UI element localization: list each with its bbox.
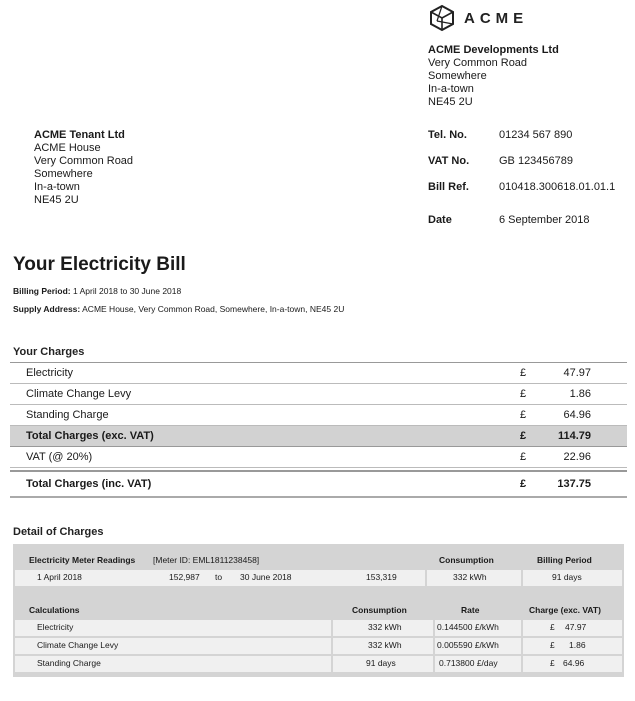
reading-end-value: 153,319 bbox=[366, 572, 397, 582]
vat-charge-amount: 22.96 bbox=[563, 451, 591, 463]
currency-symbol: £ bbox=[520, 409, 527, 421]
your-charges-heading: Your Charges bbox=[13, 346, 85, 358]
charge-row bbox=[10, 384, 627, 405]
calc-consumption: 332 kWh bbox=[368, 640, 402, 650]
supplier-line: Very Common Road bbox=[428, 57, 528, 69]
logo-text: ACME bbox=[464, 9, 529, 27]
supplier-line: NE45 2U bbox=[428, 96, 473, 108]
readings-consumption-header: Consumption bbox=[439, 555, 494, 565]
reading-end-date: 30 June 2018 bbox=[240, 572, 292, 582]
calc-rate: 0.713800 £/day bbox=[439, 658, 498, 668]
tenant-name: ACME Tenant Ltd bbox=[34, 129, 125, 141]
supply-address-value: ACME House, Very Common Road, Somewhere, In-a-town, NE45 2U bbox=[82, 304, 345, 314]
total-exc-vat-label: Total Charges (exc. VAT) bbox=[26, 430, 154, 442]
supplier-line: Somewhere bbox=[428, 70, 487, 82]
currency-symbol: £ bbox=[520, 478, 527, 490]
tenant-line: ACME House bbox=[34, 142, 101, 154]
tenant-line: NE45 2U bbox=[34, 194, 79, 206]
supplier-address bbox=[428, 44, 559, 109]
bill-ref-label: Bill Ref. bbox=[428, 181, 469, 193]
charge-row bbox=[10, 362, 627, 384]
date-value: 6 September 2018 bbox=[499, 214, 590, 226]
date-row bbox=[428, 214, 590, 226]
vat-label: VAT No. bbox=[428, 155, 470, 167]
total-exc-vat-amount: 114.79 bbox=[557, 430, 591, 442]
calc-row bbox=[13, 620, 624, 638]
supply-address-label: Supply Address: bbox=[13, 304, 81, 314]
detail-table bbox=[13, 544, 624, 677]
calc-consumption: 91 days bbox=[366, 658, 396, 668]
readings-title: Electricity Meter Readings bbox=[29, 555, 136, 565]
date-label: Date bbox=[428, 214, 452, 226]
bill-ref-value: 010418.300618.01.01.1 bbox=[499, 181, 616, 193]
billing-period bbox=[13, 286, 181, 296]
tenant-line: Somewhere bbox=[34, 168, 93, 180]
detail-heading: Detail of Charges bbox=[13, 526, 104, 538]
charge-label: Climate Change Levy bbox=[26, 388, 132, 400]
calc-row bbox=[13, 638, 624, 656]
charge-amount: 47.97 bbox=[563, 367, 591, 379]
page-title: Your Electricity Bill bbox=[13, 254, 186, 275]
readings-period-header: Billing Period bbox=[537, 555, 592, 565]
total-inc-vat-row bbox=[10, 470, 627, 498]
calc-charge: 1.86 bbox=[569, 640, 586, 650]
meter-id: [Meter ID: EML1811238458] bbox=[153, 555, 260, 565]
calc-label: Climate Change Levy bbox=[37, 640, 119, 650]
tel-row bbox=[428, 129, 572, 141]
calc-row bbox=[13, 656, 624, 674]
charge-label: Standing Charge bbox=[26, 409, 109, 421]
reading-row bbox=[13, 570, 624, 588]
total-inc-vat-amount: 137.75 bbox=[557, 478, 591, 490]
calc-currency: £ bbox=[550, 622, 555, 632]
charge-row bbox=[10, 405, 627, 426]
cube-icon bbox=[428, 4, 456, 32]
currency-symbol: £ bbox=[520, 367, 527, 379]
tenant-line: In-a-town bbox=[34, 181, 80, 193]
reading-to: to bbox=[215, 572, 223, 582]
calc-currency: £ bbox=[550, 658, 555, 668]
vat-charge-row bbox=[10, 447, 627, 468]
calc-consumption: 332 kWh bbox=[368, 622, 402, 632]
vat-row bbox=[428, 155, 573, 167]
calc-currency: £ bbox=[550, 640, 555, 650]
tenant-address bbox=[34, 129, 133, 207]
tenant-line: Very Common Road bbox=[34, 155, 134, 167]
billing-period-label: Billing Period: bbox=[13, 286, 71, 296]
reading-consumption: 332 kWh bbox=[453, 572, 487, 582]
currency-symbol: £ bbox=[520, 451, 527, 463]
supplier-name: ACME Developments Ltd bbox=[428, 44, 559, 56]
calc-header bbox=[13, 596, 624, 616]
charge-label: Electricity bbox=[26, 367, 74, 379]
reading-period: 91 days bbox=[552, 572, 582, 582]
calc-rate-header: Rate bbox=[461, 605, 480, 615]
bill-ref-row bbox=[428, 181, 615, 193]
vat-charge-label: VAT (@ 20%) bbox=[26, 451, 93, 463]
calc-label: Electricity bbox=[37, 622, 74, 632]
total-inc-vat-label: Total Charges (inc. VAT) bbox=[26, 478, 152, 490]
tel-value: 01234 567 890 bbox=[499, 129, 573, 141]
calc-charge-header: Charge (exc. VAT) bbox=[529, 605, 601, 615]
reading-start-value: 152,987 bbox=[169, 572, 200, 582]
calc-charge: 47.97 bbox=[565, 622, 587, 632]
supply-address bbox=[13, 304, 344, 314]
tel-label: Tel. No. bbox=[428, 129, 467, 141]
supplier-line: In-a-town bbox=[428, 83, 474, 95]
calc-charge: 64.96 bbox=[563, 658, 585, 668]
readings-header bbox=[13, 546, 624, 566]
calc-rate: 0.005590 £/kWh bbox=[437, 640, 499, 650]
currency-symbol: £ bbox=[520, 430, 527, 442]
charge-amount: 64.96 bbox=[563, 409, 591, 421]
calc-rate: 0.144500 £/kWh bbox=[437, 622, 499, 632]
charge-amount: 1.86 bbox=[569, 388, 591, 400]
reading-start-date: 1 April 2018 bbox=[37, 572, 82, 582]
calc-consumption-header: Consumption bbox=[352, 605, 407, 615]
billing-period-value: 1 April 2018 to 30 June 2018 bbox=[73, 286, 182, 296]
currency-symbol: £ bbox=[520, 388, 527, 400]
calc-title: Calculations bbox=[29, 605, 80, 615]
acme-logo bbox=[428, 4, 528, 32]
calc-label: Standing Charge bbox=[37, 658, 101, 668]
total-exc-vat-row bbox=[10, 426, 627, 447]
charges-table bbox=[10, 362, 627, 498]
vat-value: GB 123456789 bbox=[499, 155, 574, 167]
